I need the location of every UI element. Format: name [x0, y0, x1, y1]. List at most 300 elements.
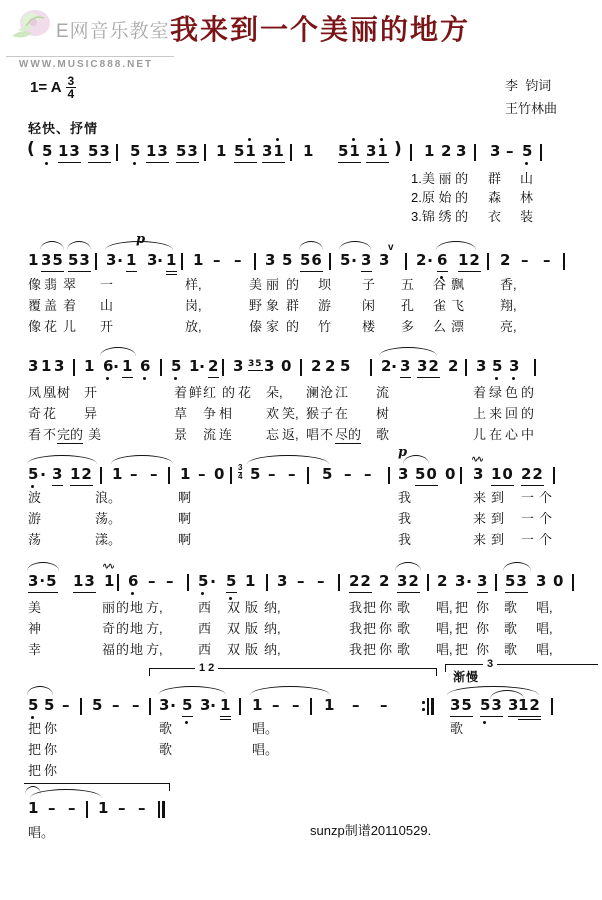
augmentation-dot: ·: [117, 251, 125, 270]
lyric-syllable: 群: [488, 171, 502, 186]
note-token: 3: [473, 465, 485, 483]
lyric-syllable: 你: [379, 621, 393, 636]
lyric-syllable: 福: [102, 642, 116, 657]
barline: [80, 698, 82, 715]
lyric-syllable: 西: [198, 621, 212, 636]
lyric-syllable: 流: [376, 385, 390, 400]
note-token: 32: [397, 573, 420, 593]
lyric-syllable: 歌: [504, 621, 518, 636]
note-token: 1: [84, 357, 96, 375]
lyric-row: [0, 597, 602, 615]
barline: [73, 359, 75, 376]
lyric-row: [0, 424, 602, 442]
lyric-syllable: 你: [476, 600, 490, 615]
score-system: [0, 561, 602, 673]
note-token: 3: [490, 142, 502, 160]
parenthesis: (: [27, 139, 36, 159]
note-token: 3: [52, 466, 63, 486]
note-token: 50: [415, 466, 438, 486]
lyric-syllable: 啊: [178, 532, 192, 547]
low-octave-dot: [525, 162, 528, 165]
lyric-syllable: 翔,: [500, 298, 517, 313]
note-dash: –: [543, 251, 552, 269]
lyric-syllable: 神: [28, 621, 42, 636]
augmentation-dot: ·: [391, 357, 399, 376]
high-octave-dot: [380, 138, 383, 141]
lyric-syllable: 尽的: [335, 424, 361, 444]
lyricist: 李 钧词: [505, 78, 552, 93]
note-token: 53: [88, 143, 111, 163]
note-dash: –: [148, 572, 157, 590]
note-dash: –: [112, 696, 121, 714]
credits: [505, 74, 557, 120]
note-token: 3: [265, 251, 277, 269]
lyric-syllable: 一: [521, 490, 535, 505]
note-token: 2: [416, 251, 428, 269]
score-system: [0, 139, 602, 243]
note-token: 3: [476, 357, 488, 375]
barline: [254, 253, 256, 270]
score-system: [0, 800, 602, 900]
lyric-syllable: 把: [28, 763, 42, 778]
lyric-syllable: 澜: [306, 385, 320, 400]
lyric-syllable: 像: [28, 319, 42, 334]
note-dash: –: [268, 465, 277, 483]
lyric-syllable: 3.锦 绣 的: [411, 209, 469, 224]
note-token: 1: [180, 465, 192, 483]
lyric-syllable: 上: [473, 406, 487, 421]
key-signature: [30, 76, 76, 99]
note-token: 13: [146, 143, 169, 163]
lyric-syllable: 着: [174, 385, 188, 400]
dynamic-p-mark: p: [398, 445, 408, 460]
low-octave-dot: [512, 377, 515, 380]
lyric-syllable: 歌: [159, 721, 173, 736]
lyric-syllable: 翠: [63, 277, 77, 292]
barline: [534, 359, 536, 376]
mordent-mark: ∿∿: [102, 561, 114, 571]
low-octave-dot: [174, 377, 177, 380]
lyric-syllable: 返,: [282, 427, 299, 442]
mordent-mark: ∿∿: [471, 454, 483, 464]
lyric-syllable: 奇: [102, 621, 116, 636]
logo-divider: [6, 56, 174, 57]
lyric-syllable: 到: [491, 532, 505, 547]
lyric-syllable: 着: [63, 298, 77, 313]
note-token: 3: [159, 696, 171, 714]
lyric-syllable: 地: [130, 600, 144, 615]
song-title: 我来到一个美丽的地方: [170, 13, 471, 46]
lyric-syllable: 闲: [362, 298, 376, 313]
lyric-syllable: 到: [491, 490, 505, 505]
note-token: 3: [147, 251, 159, 269]
lyric-syllable: 版: [245, 642, 259, 657]
note-token: 1: [41, 357, 53, 375]
lyric-syllable: 绿: [489, 385, 503, 400]
note-token: 3: [536, 572, 548, 590]
lyric-syllable: 荡: [28, 532, 42, 547]
lyric-syllable: 歌: [504, 600, 518, 615]
note-token: 53: [68, 252, 91, 272]
time-signature: 3 4: [67, 74, 75, 101]
lyric-syllable: 凰: [43, 385, 57, 400]
tempo-marking: 轻快、抒情: [28, 121, 99, 136]
lyric-syllable: 开: [84, 385, 98, 400]
lyric-row: [0, 295, 602, 313]
lyric-row: [0, 529, 602, 547]
note-dash: –: [62, 696, 71, 714]
lyric-syllable: 心: [505, 427, 519, 442]
augmentation-dot: ·: [199, 357, 207, 376]
note-token: 35: [450, 697, 473, 717]
note-dash: –: [166, 572, 175, 590]
note-dash: –: [288, 465, 297, 483]
note-token: 5: [492, 358, 503, 375]
note-token: 32: [417, 358, 440, 378]
bracket-tick: [436, 669, 437, 676]
note-token: 6: [103, 358, 114, 375]
lyric-syllable: 五: [401, 277, 415, 292]
lyric-syllable: 唱。: [252, 742, 279, 757]
note-token: 3: [233, 357, 245, 375]
lyric-syllable: 连: [219, 427, 233, 442]
barline: [160, 359, 162, 376]
note-token: 3: [28, 357, 40, 375]
note-token: 53: [176, 143, 199, 163]
note-dash: –: [132, 696, 141, 714]
note-token: 12: [518, 697, 541, 717]
note-dash: –: [272, 696, 281, 714]
lyric-syllable: 我: [349, 621, 363, 636]
parenthesis: ): [394, 139, 403, 159]
note-token: 5: [171, 358, 182, 375]
lyric-syllable: 不: [43, 427, 57, 442]
note-token: 5: [28, 697, 39, 714]
lyric-syllable: 地: [130, 621, 144, 636]
note-token: 3: [400, 358, 411, 378]
note-token: 5: [522, 143, 533, 160]
lyric-row: [0, 822, 602, 840]
barline: [410, 144, 412, 161]
note-token: 3: [264, 357, 276, 375]
lyric-syllable: 歌: [504, 642, 518, 657]
score-system: [0, 232, 602, 352]
lyric-syllable: 在: [489, 427, 503, 442]
note-token: 0: [445, 465, 457, 483]
high-octave-dot: [352, 138, 355, 141]
lyric-syllable: 唱,: [436, 600, 453, 615]
barline: [230, 467, 232, 484]
lyric-syllable: 的: [222, 385, 236, 400]
note-token: 3: [277, 572, 289, 590]
lyric-syllable: 朵,: [266, 385, 283, 400]
note-dash: –: [118, 799, 127, 817]
lyric-syllable: 笑,: [282, 406, 299, 421]
low-octave-dot: [201, 592, 204, 595]
lyric-syllable: 像: [28, 277, 42, 292]
note-token: 12: [70, 466, 93, 486]
footer-credit: sunzp制谱20110529.: [310, 823, 432, 838]
dynamic-p-mark: p: [136, 232, 146, 247]
note-dash: –: [352, 696, 361, 714]
barline: [222, 359, 224, 376]
logo-text: E网音乐教室: [56, 21, 170, 42]
lyric-syllable: 子: [320, 406, 334, 421]
note-token: 1: [104, 572, 116, 590]
lyric-syllable: 着: [473, 385, 487, 400]
note-token: 10: [491, 466, 514, 486]
barline: [465, 359, 467, 376]
barline: [266, 574, 268, 591]
lyric-syllable: 儿: [63, 319, 77, 334]
note-token: 22: [521, 466, 544, 486]
lyric-syllable: 忘: [266, 427, 280, 442]
barline: [168, 467, 170, 484]
barline: [388, 467, 390, 484]
lyric-syllable: 景: [174, 427, 188, 442]
lyric-syllable: 放,: [185, 319, 202, 334]
note-token: 1: [189, 357, 201, 375]
slur-arc: [158, 686, 226, 696]
augmentation-dot: ·: [210, 572, 218, 591]
lyric-syllable: 把: [363, 600, 377, 615]
barline: [116, 144, 118, 161]
lyric-syllable: 亮,: [500, 319, 517, 334]
note-dash: –: [150, 465, 159, 483]
low-octave-dot: [106, 377, 109, 380]
note-token: 1: [303, 142, 315, 160]
lyric-syllable: 儿: [473, 427, 487, 442]
note-token: 3: [456, 142, 468, 160]
lyric-row: [0, 168, 602, 186]
lyric-syllable: 把: [363, 642, 377, 657]
low-octave-dot: [133, 162, 136, 165]
note-token: 5: [42, 143, 53, 160]
note-token: 35: [41, 252, 64, 272]
grace-notes: 35: [248, 359, 263, 369]
lyric-syllable: 群: [286, 298, 300, 313]
note-token: 31: [366, 143, 389, 163]
lyric-row: [0, 487, 602, 505]
lyric-syllable: 纳,: [264, 621, 281, 636]
lyric-syllable: 草: [174, 406, 188, 421]
lyric-syllable: 我: [349, 600, 363, 615]
high-octave-dot: [248, 138, 251, 141]
lyric-syllable: 坝: [318, 277, 332, 292]
note-token: 51: [338, 143, 361, 163]
note-token: 2: [311, 357, 323, 375]
note-token: 3: [455, 572, 467, 590]
barline: [307, 467, 309, 484]
lyric-syllable: 丽: [266, 277, 280, 292]
lyric-syllable: 鲜: [189, 385, 203, 400]
lyric-row: [0, 639, 602, 657]
volta-label: 3: [483, 658, 497, 670]
lyric-syllable: 把: [28, 721, 42, 736]
barline: [310, 698, 312, 715]
note-token: 1: [112, 465, 124, 483]
augmentation-dot: ·: [170, 696, 178, 715]
barline: [540, 144, 542, 161]
note-dash: –: [48, 799, 57, 817]
lyric-syllable: 猴: [306, 406, 320, 421]
note-dash: –: [213, 251, 222, 269]
lyric-syllable: 覆: [28, 298, 42, 313]
breath-mark: v: [388, 242, 394, 253]
low-octave-dot: [45, 162, 48, 165]
note-token: 3: [54, 357, 66, 375]
note-token: 5: [44, 696, 56, 714]
note-token: 2: [437, 572, 449, 590]
lyric-syllable: 楼: [362, 319, 376, 334]
lyric-syllable: 到: [491, 511, 505, 526]
barline: [338, 574, 340, 591]
barline: [290, 144, 292, 161]
note-token: 1: [122, 358, 133, 378]
barline: [474, 144, 476, 161]
note-token: 3: [508, 697, 519, 717]
note-token: 13: [58, 143, 81, 163]
lyric-syllable: 在: [335, 406, 349, 421]
lyric-syllable: 你: [476, 642, 490, 657]
lyric-syllable: 衣: [488, 209, 502, 224]
lyric-row: [0, 403, 602, 421]
lyric-syllable: 岗,: [185, 298, 202, 313]
score-system: [0, 445, 602, 566]
lyric-syllable: 欢: [266, 406, 280, 421]
lyric-syllable: 盖: [44, 298, 58, 313]
lyric-syllable: 沧: [320, 385, 334, 400]
lyric-syllable: 方,: [146, 642, 163, 657]
note-token: 5: [340, 357, 352, 375]
barline: [100, 467, 102, 484]
lyric-row: [0, 382, 602, 400]
note-token: 2: [379, 572, 391, 590]
note-dash: –: [297, 572, 306, 590]
note-token: 2: [208, 358, 219, 378]
bracket-tick: [445, 665, 446, 672]
note-token: 5: [322, 465, 334, 483]
barline: [563, 253, 565, 270]
lyric-syllable: 双: [227, 642, 241, 657]
note-token: 6: [437, 252, 448, 272]
note-token: 1: [245, 572, 257, 590]
lyric-syllable: 我: [398, 490, 412, 505]
lyric-syllable: 版: [245, 621, 259, 636]
lyric-syllable: 装: [520, 209, 534, 224]
lyric-syllable: 啊: [178, 490, 192, 505]
note-token: 0: [281, 357, 293, 375]
lyric-syllable: 奇: [28, 406, 42, 421]
barline: [495, 574, 497, 591]
barline: [551, 698, 553, 715]
augmentation-dot: ·: [427, 251, 435, 270]
lyric-syllable: 游: [318, 298, 332, 313]
low-octave-dot: [495, 377, 498, 380]
note-token: 5: [198, 573, 209, 590]
bracket-tick: [149, 669, 150, 676]
volta-label: 1 2: [195, 662, 218, 674]
note-token: 5: [92, 696, 104, 714]
lyric-syllable: 你: [44, 721, 58, 736]
note-token: 1: [424, 142, 436, 160]
note-dash: –: [198, 465, 207, 483]
lyric-syllable: 歌: [397, 621, 411, 636]
lyric-row: [0, 508, 602, 526]
lyric-syllable: 红: [203, 385, 217, 400]
note-dash: –: [130, 465, 139, 483]
lyric-syllable: 色: [505, 385, 519, 400]
lyric-syllable: 唱,: [536, 642, 553, 657]
lyric-syllable: 西: [198, 642, 212, 657]
note-dash: –: [344, 465, 353, 483]
lyric-syllable: 唱,: [436, 642, 453, 657]
note-token: 2: [381, 357, 393, 375]
note-token: 2: [448, 357, 460, 375]
lyric-syllable: 把: [455, 621, 469, 636]
lyric-row: [0, 316, 602, 334]
augmentation-dot: ·: [466, 572, 474, 591]
lyric-syllable: 个: [539, 490, 553, 505]
barline: [427, 574, 429, 591]
note-token: 1: [166, 252, 177, 272]
note-token: 53: [505, 573, 528, 593]
note-token: 5: [182, 697, 193, 717]
lyric-syllable: 飞: [451, 298, 465, 313]
lyric-syllable: 花: [44, 319, 58, 334]
lyric-syllable: 的: [116, 600, 130, 615]
note-dash: –: [234, 251, 243, 269]
note-dash: –: [317, 572, 326, 590]
lyric-syllable: 你: [476, 621, 490, 636]
barline: [86, 801, 88, 818]
lyric-syllable: 歌: [376, 427, 390, 442]
augmentation-dot: ·: [210, 696, 218, 715]
note-token: 1: [126, 252, 137, 272]
lyric-syllable: 把: [455, 600, 469, 615]
note-dash: –: [138, 799, 147, 817]
lyric-syllable: 歌: [159, 742, 173, 757]
slur-arc: [250, 686, 330, 696]
note-token: 13: [73, 573, 96, 593]
lyric-syllable: 凤: [28, 385, 42, 400]
augmentation-dot: ·: [113, 357, 121, 376]
lyric-syllable: 雀: [433, 298, 447, 313]
lyric-syllable: 漾。: [95, 532, 122, 547]
lyric-syllable: 唱,: [436, 621, 453, 636]
lyric-syllable: 流: [203, 427, 217, 442]
lyric-syllable: 山: [520, 171, 534, 186]
lyric-syllable: 唱: [306, 427, 320, 442]
note-token: 22: [349, 573, 372, 593]
barline: [405, 253, 407, 270]
lyric-syllable: 方,: [146, 600, 163, 615]
barline: [149, 698, 151, 715]
lyric-syllable: 不: [320, 427, 334, 442]
lyric-syllable: 相: [219, 406, 233, 421]
lyric-syllable: 丽: [102, 600, 116, 615]
note-token: 51: [234, 143, 257, 163]
augmentation-dot: ·: [40, 465, 48, 484]
bracket-tick: [169, 784, 170, 791]
note-token: 3·5: [28, 573, 58, 593]
note-token: 6: [140, 358, 151, 375]
barline: [117, 574, 119, 591]
note-token: 3: [477, 573, 488, 593]
volta-bracket: [149, 662, 437, 677]
lyric-syllable: 我: [398, 511, 412, 526]
note-token: 2: [441, 142, 453, 160]
